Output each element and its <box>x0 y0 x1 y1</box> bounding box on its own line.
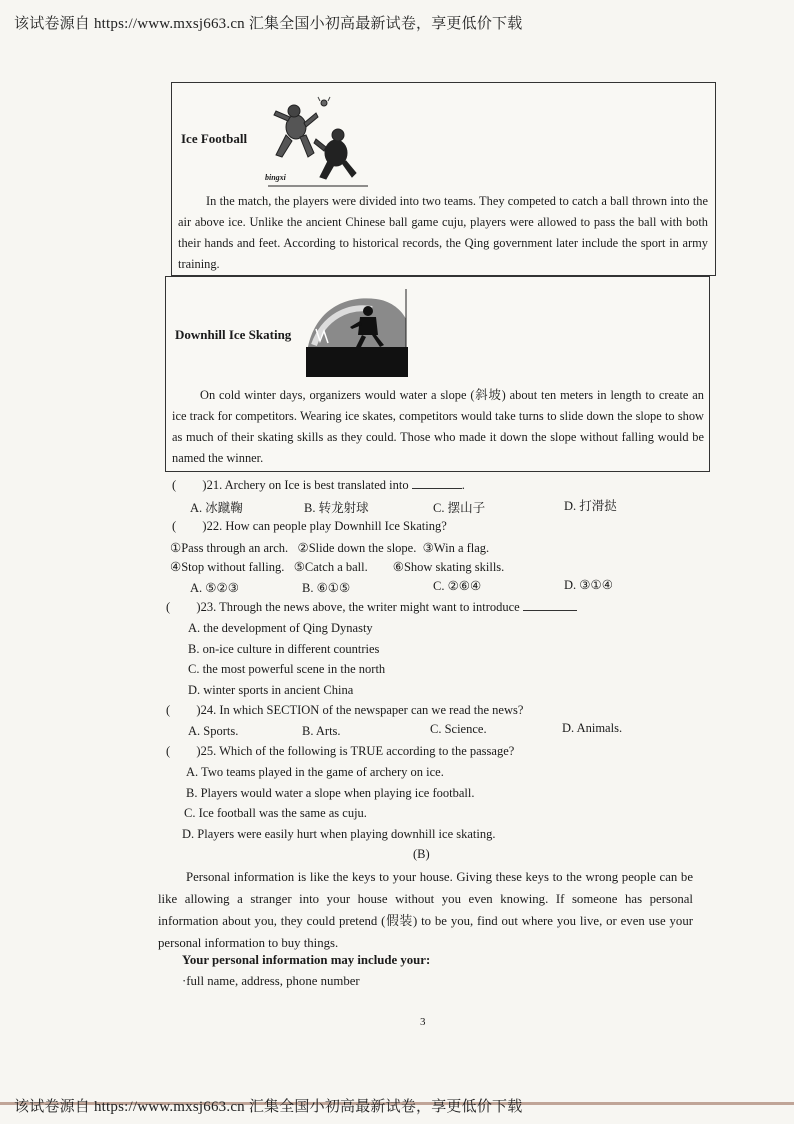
ice-football-text: In the match, the players were divided into two teams. They competed to catch a ball thrown into the air above ice. Unlike the ancient Chinese ball game cuju, players were allowed to pass the ball with both their hands and feet. According to historical records, the Qing government later include the sport in army training. <box>178 194 708 271</box>
q23-stem <box>166 600 577 615</box>
q21-option-c[interactable]: C. 摆山子 <box>433 501 486 515</box>
ice-football-box <box>171 82 716 276</box>
q21-option-b[interactable]: B. 转龙射球 <box>304 501 369 515</box>
illustration-caption: bingxi <box>265 173 286 182</box>
downhill-skating-text: On cold winter days, organizers would water a slope (斜坡) about ten meters in length to create an ice track for competitors. Wearing ice skates, competitors would take turns to slide down the slope to show as much of their skating skills as they could. Those who made it down the slope without falling would be named the winner. <box>172 388 704 465</box>
q22-paren: ( <box>172 519 177 533</box>
q22-option-a[interactable]: A. ⑤②③ <box>190 581 239 595</box>
q23-stem-text: )23. Through the news above, the writer might want to introduce <box>196 600 520 614</box>
q21-stem <box>172 478 465 493</box>
q21-end: . <box>461 478 465 492</box>
q25-option-b[interactable]: B. Players would water a slope when playing ice football. <box>186 786 475 800</box>
page-number: 3 <box>420 1016 426 1028</box>
q23-blank[interactable] <box>523 600 577 611</box>
q21-option-d[interactable]: D. 打滑挞 <box>564 499 617 513</box>
section-b-paragraph: Personal information is like the keys to your house. Giving these keys to the wrong people can be like allowing a stranger into your house without you even knowing. If someone has personal information about you, they could pretend (假装) to be you, find out where you live, or even use your personal information to buy things. <box>158 870 693 950</box>
q24-paren: ( <box>166 703 171 717</box>
q22-choices-line2: ④Stop without falling. ⑤Catch a ball. ⑥Show skating skills. <box>170 560 505 574</box>
section-b-subheading: Your personal information may include your: <box>182 953 431 967</box>
ice-football-title: Ice Football <box>181 131 248 146</box>
q25-option-d[interactable]: D. Players were easily hurt when playing downhill ice skating. <box>182 827 496 841</box>
section-b-label: (B) <box>413 847 430 861</box>
q22-stem <box>172 519 447 534</box>
q25-stem-text: )25. Which of the following is TRUE according to the passage? <box>196 744 515 758</box>
q25-stem <box>166 744 514 759</box>
q21-blank[interactable] <box>412 478 462 489</box>
q24-stem-text: )24. In which SECTION of the newspaper can we read the news? <box>196 703 524 717</box>
q23-option-c[interactable]: C. the most powerful scene in the north <box>188 662 386 676</box>
q25-option-c[interactable]: C. Ice football was the same as cuju. <box>184 806 367 820</box>
q24-option-c[interactable]: C. Science. <box>430 722 487 736</box>
q23-paren: ( <box>166 600 171 614</box>
q21-paren: ( <box>172 478 177 492</box>
downhill-skating-title: Downhill Ice Skating <box>175 327 292 342</box>
q22-option-d[interactable]: D. ③①④ <box>564 578 613 592</box>
q25-paren: ( <box>166 744 171 758</box>
q22-option-b[interactable]: B. ⑥①⑤ <box>302 581 351 595</box>
section-b-bullet: ·full name, address, phone number <box>182 974 360 988</box>
q24-option-a[interactable]: A. Sports. <box>188 724 239 738</box>
q21-stem-text: )21. Archery on Ice is best translated into <box>202 478 409 492</box>
footer-banner: 该试卷源自 https://www.mxsj663.cn 汇集全国小初高最新试卷，享更低价下载 <box>14 1099 523 1115</box>
q23-option-a[interactable]: A. the development of Qing Dynasty <box>188 621 373 635</box>
q23-option-b[interactable]: B. on-ice culture in different countries <box>188 642 380 656</box>
q23-option-d[interactable]: D. winter sports in ancient China <box>188 683 354 697</box>
q22-choices-line1: ①Pass through an arch. ②Slide down the slope. ③Win a flag. <box>170 541 490 555</box>
q24-stem <box>166 703 523 718</box>
q24-option-d[interactable]: D. Animals. <box>562 721 623 735</box>
q24-option-b[interactable]: B. Arts. <box>302 724 341 738</box>
q25-option-a[interactable]: A. Two teams played in the game of archery on ice. <box>186 765 444 779</box>
q22-stem-text: )22. How can people play Downhill Ice Skating? <box>202 519 447 533</box>
downhill-skating-illustration <box>306 289 408 377</box>
downhill-skating-box <box>165 276 710 472</box>
q21-option-a[interactable]: A. 冰蹴鞠 <box>190 501 243 515</box>
q22-option-c[interactable]: C. ②⑥④ <box>433 579 482 593</box>
header-banner: 该试卷源自 https://www.mxsj663.cn 汇集全国小初高最新试卷，享更低价下载 <box>14 16 523 32</box>
